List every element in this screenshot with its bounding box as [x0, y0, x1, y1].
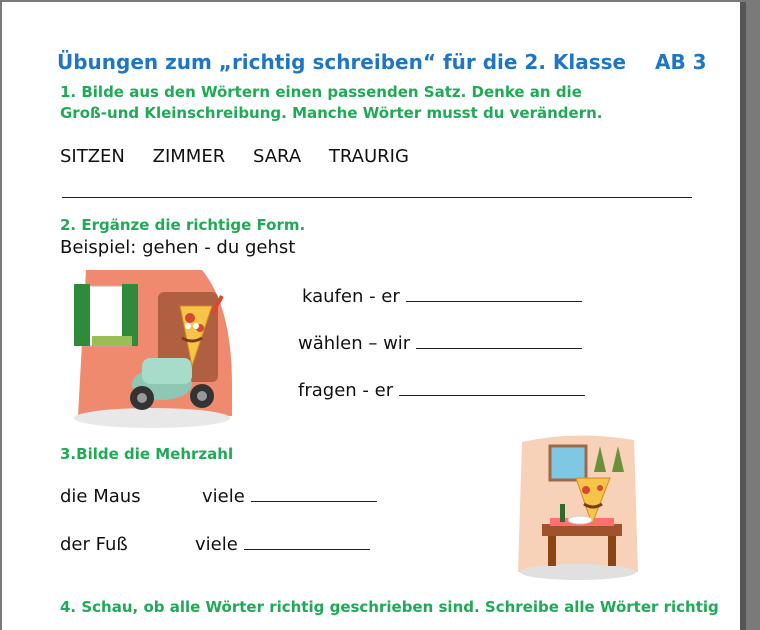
worksheet-page [2, 2, 746, 630]
task3-prompt: viele [202, 486, 245, 507]
task3-item-2-answer [195, 534, 370, 555]
word-item: SITZEN [60, 146, 125, 167]
worksheet-title [57, 50, 707, 74]
task3-item-2 [60, 534, 128, 555]
task4-instruction: 4. Schau, ob alle Wörter richtig geschrieben sind. Schreibe alle Wörter richtig [60, 598, 719, 616]
fill-in-blank[interactable] [416, 348, 582, 349]
task2-item-2 [298, 333, 582, 354]
task2-example: Beispiel: gehen - du gehst [60, 237, 296, 258]
fill-in-blank[interactable] [399, 395, 585, 396]
fill-in-blank[interactable] [406, 301, 582, 302]
answer-line[interactable] [62, 197, 692, 198]
task2-item-3 [298, 380, 585, 401]
task3-singular: die Maus [60, 486, 141, 507]
task2-item-label: fragen - er [298, 380, 394, 401]
task3-singular: der Fuß [60, 534, 128, 555]
pizza-scooter-illustration [72, 266, 238, 432]
task3-prompt: viele [195, 534, 238, 555]
task3-instruction: 3.Bilde die Mehrzahl [60, 445, 234, 463]
pizza-table-illustration [514, 432, 640, 582]
fill-in-blank[interactable] [251, 501, 377, 502]
sheet-number: AB 3 [655, 50, 707, 74]
task1-instruction-line2: Groß-und Kleinschreibung. Manche Wörter musst du verändern. [60, 104, 603, 122]
fill-in-blank[interactable] [244, 549, 370, 550]
task3-item-1 [60, 486, 141, 507]
word-item: TRAURIG [328, 146, 409, 167]
task2-item-label: kaufen - er [302, 286, 400, 307]
task2-instruction: 2. Ergänze die richtige Form. [60, 216, 306, 234]
task1-word-list [60, 146, 431, 167]
task2-item-label: wählen – wir [298, 333, 411, 354]
task2-item-1 [302, 286, 582, 307]
word-item: SARA [252, 146, 302, 167]
task1-instruction-line1: 1. Bilde aus den Wörtern einen passenden Satz. Denke an die [60, 83, 582, 101]
title-text: Übungen zum „richtig schreiben“ für die 2. Klasse [57, 50, 627, 74]
word-item: ZIMMER [152, 146, 226, 167]
task3-item-1-answer [202, 486, 377, 507]
